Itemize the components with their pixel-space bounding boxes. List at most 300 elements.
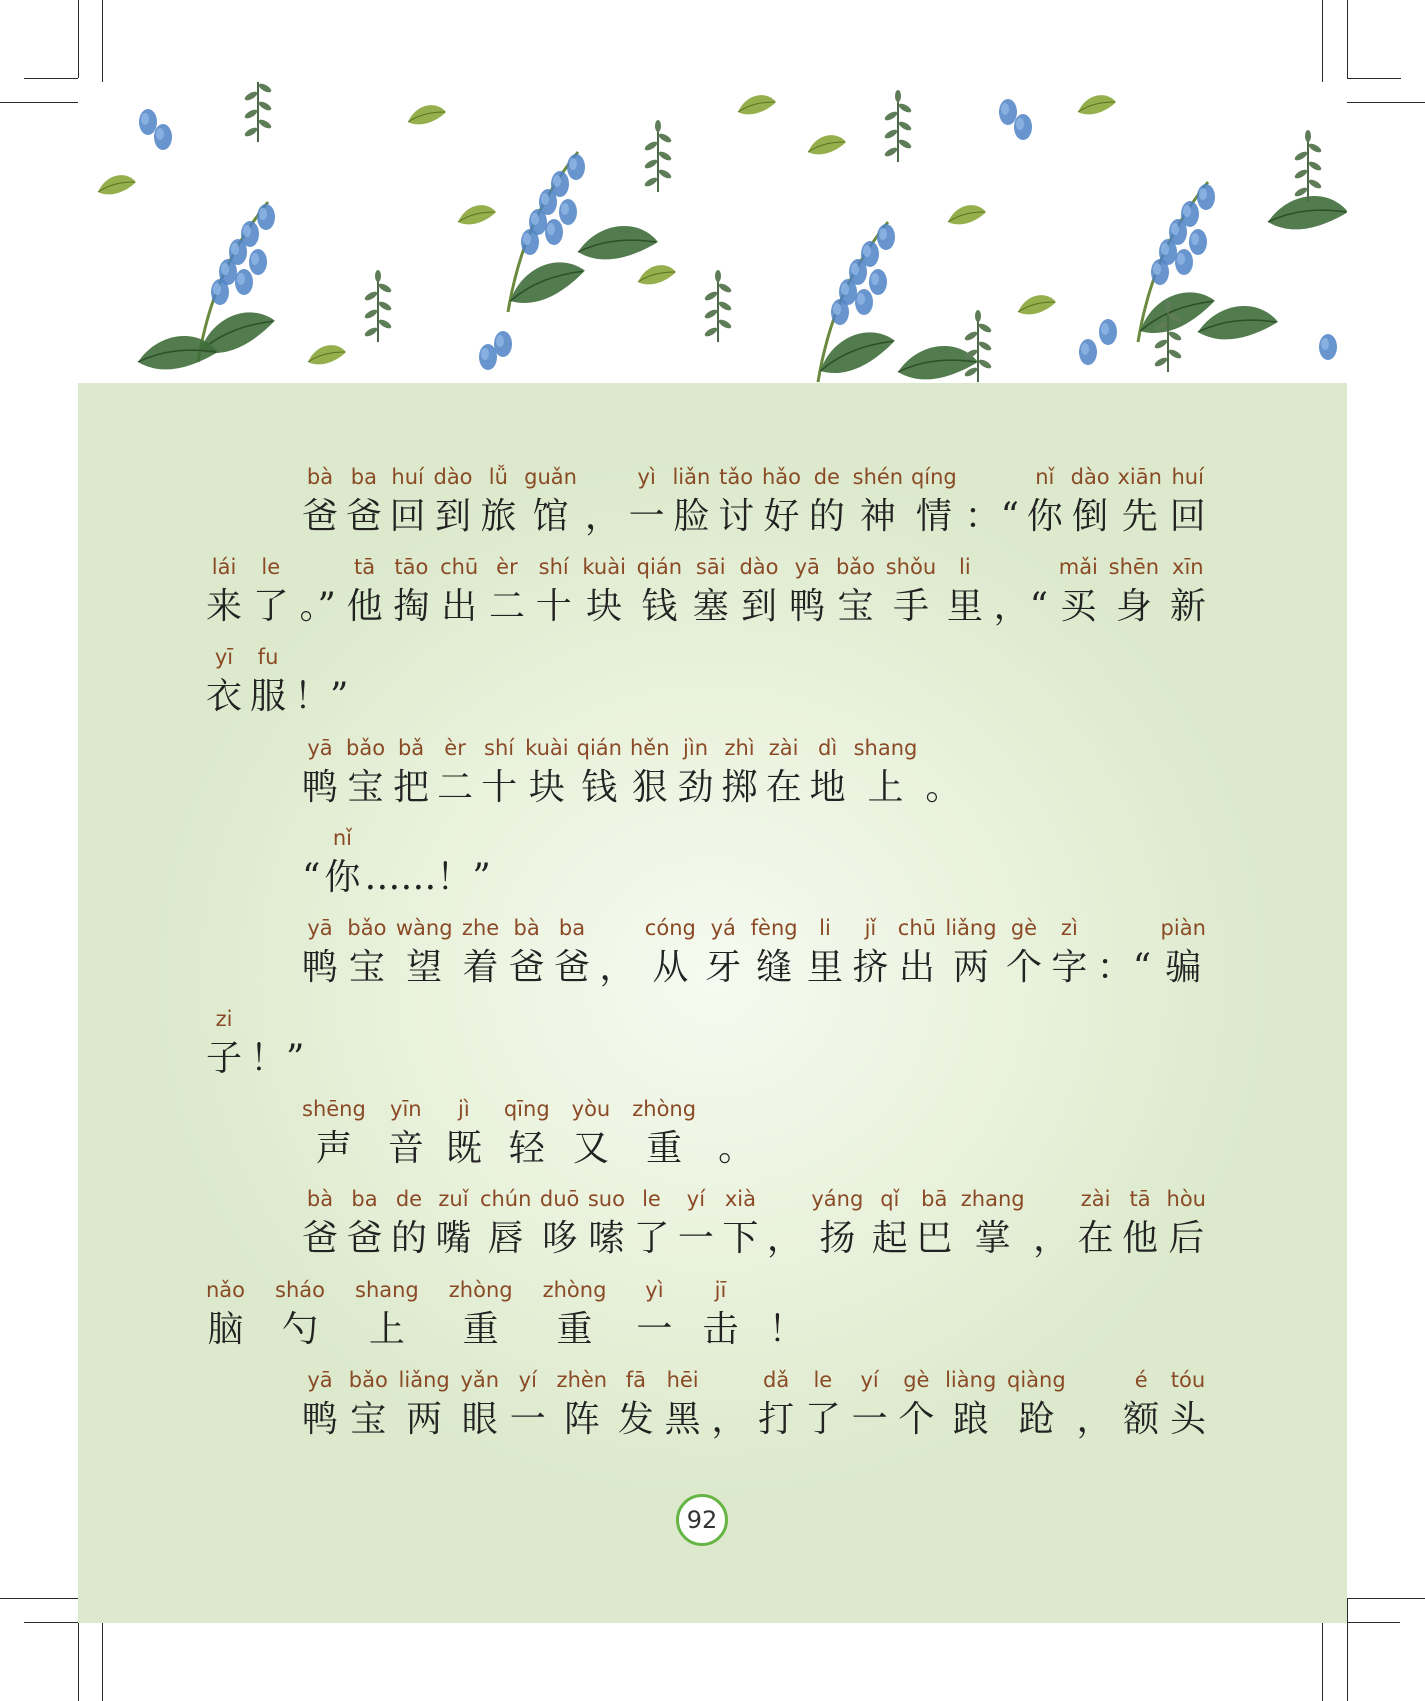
ruby-char [1167, 1184, 1206, 1264]
hanzi: 旅 [480, 496, 517, 537]
pinyin: shang [853, 736, 918, 760]
pinyin: dào [1070, 465, 1110, 489]
pinyin: ba [351, 1187, 378, 1211]
pinyin: nǐ [1035, 465, 1055, 489]
pinyin: sháo [275, 1278, 325, 1302]
hanzi: 了 [633, 1218, 670, 1259]
pinyin: ba [558, 916, 586, 940]
hanzi: 了 [804, 1399, 841, 1440]
pinyin: jī [714, 1278, 727, 1302]
ruby-char [302, 462, 338, 542]
text-line [206, 552, 1206, 632]
punctuation [711, 1365, 747, 1445]
hanzi: 新 [1169, 586, 1206, 627]
hanzi: 子 [206, 1038, 243, 1079]
pinyin: de [813, 465, 840, 489]
punctuation [1076, 1365, 1112, 1445]
hanzi: 你 [1026, 496, 1063, 537]
ruby-char [811, 1184, 863, 1264]
pinyin: yáng [811, 1187, 864, 1211]
ruby-char [524, 462, 577, 542]
hanzi: 既 [445, 1128, 482, 1169]
hanzi: 回 [389, 496, 426, 537]
ruby-char [206, 1275, 245, 1355]
ruby-char [302, 1094, 366, 1174]
ruby-char [645, 913, 696, 993]
ruby-char [898, 913, 936, 993]
hanzi: 里 [806, 947, 843, 988]
ruby-char [302, 1365, 338, 1445]
ruby-char [504, 1094, 550, 1174]
pinyin: nǐ [332, 826, 352, 850]
hanzi: 塞 [692, 586, 729, 627]
ruby-char [462, 913, 499, 993]
pinyin: gè [1010, 916, 1038, 940]
pinyin: tā [1129, 1187, 1151, 1211]
ruby-char [886, 552, 936, 632]
punctuation [767, 1184, 803, 1264]
hanzi: 跄 [1018, 1399, 1055, 1440]
ruby-char [718, 462, 754, 542]
pinyin: gè [903, 1368, 930, 1392]
pinyin: piàn [1160, 916, 1206, 940]
ruby-char [705, 913, 741, 993]
hanzi: 块 [586, 586, 623, 627]
hanzi: 爸 [508, 947, 545, 988]
hanzi: 从 [652, 947, 689, 988]
pinyin: tāo [394, 555, 429, 579]
hanzi: 宝 [350, 1399, 387, 1440]
ruby-char [911, 462, 957, 542]
ruby-char [302, 1184, 338, 1264]
hanzi: 爸 [302, 1218, 339, 1259]
ruby-char [1071, 462, 1110, 542]
punctuation [994, 552, 1048, 632]
hanzi: 牙 [705, 947, 742, 988]
hanzi: 一 [628, 496, 665, 537]
hanzi: 在 [765, 767, 802, 808]
pinyin: cóng [644, 916, 696, 940]
hanzi: 扬 [819, 1218, 856, 1259]
ruby-char [1078, 1184, 1114, 1264]
ruby-char [853, 462, 903, 542]
hanzi: 鸭 [302, 1399, 339, 1440]
hanzi: 手 [892, 586, 929, 627]
hanzi: 你 [324, 857, 361, 898]
pinyin: nǎo [206, 1278, 246, 1302]
ruby-char [636, 1275, 672, 1355]
hanzi: 个 [898, 1399, 935, 1440]
ruby-char [805, 1365, 841, 1445]
pinyin: èr [496, 555, 518, 579]
pinyin: tǎo [719, 465, 754, 489]
pinyin: shēn [1108, 555, 1160, 579]
ruby-char [1006, 913, 1042, 993]
text-line [302, 913, 1206, 993]
punctuation [718, 1094, 754, 1174]
ruby-char [399, 1365, 450, 1445]
pinyin: xià [724, 1187, 756, 1211]
hanzi: 又 [572, 1128, 609, 1169]
ruby-char [739, 552, 778, 632]
hanzi: 馆 [532, 496, 569, 537]
ruby-char [852, 1365, 888, 1445]
hanzi: 上 [867, 767, 904, 808]
text-line [302, 823, 491, 903]
ruby-char [947, 552, 983, 632]
hanzi: 爸 [345, 496, 382, 537]
hanzi: 两 [952, 947, 989, 988]
crop-mark [102, 1622, 103, 1701]
ruby-char [525, 733, 569, 813]
crop-mark [1347, 0, 1348, 78]
pinyin: yòu [571, 1097, 611, 1121]
ruby-char [693, 552, 729, 632]
text-line [206, 642, 348, 722]
floral-header-illustration [78, 82, 1347, 383]
hanzi: 二 [488, 586, 525, 627]
pinyin: shǒu [885, 555, 937, 579]
hanzi: 里 [946, 586, 983, 627]
hanzi: 眼 [461, 1399, 498, 1440]
pinyin: qíng [910, 465, 957, 489]
hanzi: 把 [393, 767, 430, 808]
hanzi: 两 [406, 1399, 443, 1440]
hanzi: 回 [1169, 496, 1206, 537]
hanzi: 的 [808, 496, 845, 537]
text-line [302, 733, 961, 813]
hanzi: ，“ [993, 586, 1049, 627]
pinyin: guǎn [524, 465, 577, 489]
pinyin: bà [306, 1187, 334, 1211]
pinyin: dì [818, 736, 838, 760]
hanzi: 唇 [487, 1218, 524, 1259]
ruby-char [433, 462, 472, 542]
ruby-char [1170, 1365, 1206, 1445]
hanzi: 掷 [721, 767, 758, 808]
hanzi: 踉 [952, 1399, 989, 1440]
hanzi: 额 [1123, 1399, 1160, 1440]
punctuation [768, 1275, 804, 1355]
hanzi: 地 [809, 767, 846, 808]
pinyin: tā [354, 555, 376, 579]
pinyin: yá [710, 916, 736, 940]
hanzi: 来 [206, 586, 243, 627]
ruby-char [1051, 913, 1087, 993]
ruby-char [554, 913, 590, 993]
hanzi: 一 [636, 1309, 673, 1350]
hanzi: 缝 [756, 947, 793, 988]
crop-mark [1347, 78, 1401, 79]
pinyin: zhòng [542, 1278, 607, 1302]
pinyin: chū [897, 916, 936, 940]
pinyin: ba [350, 465, 377, 489]
pinyin: bǎo [348, 1368, 388, 1392]
pinyin: zhòng [632, 1097, 697, 1121]
hanzi: 鸭 [302, 947, 339, 988]
ruby-char [540, 1184, 580, 1264]
hanzi: 重 [556, 1309, 593, 1350]
ruby-char [1170, 462, 1206, 542]
ruby-char [1122, 1184, 1158, 1264]
crop-mark [1347, 1598, 1348, 1701]
hanzi: ， [584, 496, 621, 537]
punctuation [302, 823, 320, 903]
ruby-char [206, 642, 242, 722]
pinyin: zhèn [556, 1368, 608, 1392]
ruby-char [1123, 1365, 1159, 1445]
ruby-char [253, 552, 289, 632]
hanzi: 脸 [673, 496, 710, 537]
ruby-char [1109, 552, 1159, 632]
hanzi: ……！” [364, 857, 491, 898]
hanzi: 二 [437, 767, 474, 808]
pinyin: yí [860, 1368, 879, 1392]
pinyin: le [261, 555, 281, 579]
pinyin: wàng [395, 916, 453, 940]
hanzi: 先 [1121, 496, 1158, 537]
ruby-char [632, 1094, 696, 1174]
ruby-char [489, 552, 525, 632]
hanzi: 狠 [631, 767, 668, 808]
hanzi: 块 [528, 767, 565, 808]
pinyin: shí [484, 736, 515, 760]
ruby-char [836, 552, 875, 632]
hanzi: 声 [315, 1128, 352, 1169]
hanzi: ：“ [1096, 947, 1152, 988]
hanzi: 爸 [553, 947, 590, 988]
pinyin: qiàng [1007, 1368, 1066, 1392]
ruby-char [618, 1365, 654, 1445]
pinyin: yā [307, 1368, 333, 1392]
ruby-char [206, 1004, 242, 1084]
hanzi: 。” [299, 586, 336, 627]
hanzi: 到 [740, 586, 777, 627]
pinyin: jǐ [864, 916, 877, 940]
ruby-char [807, 913, 843, 993]
pinyin: yǎn [460, 1368, 500, 1392]
hanzi: 发 [617, 1399, 654, 1440]
pinyin: bà [306, 465, 334, 489]
pinyin: li [959, 555, 971, 579]
hanzi: 的 [390, 1218, 427, 1259]
hanzi: 轻 [508, 1128, 545, 1169]
hanzi: 望 [406, 947, 443, 988]
pinyin: liǎng [398, 1368, 450, 1392]
pinyin: èr [444, 736, 466, 760]
ruby-char [722, 733, 758, 813]
hanzi: 在 [1077, 1218, 1114, 1259]
ruby-char [481, 733, 517, 813]
crop-mark [1322, 1622, 1323, 1701]
hanzi: 上 [368, 1309, 405, 1350]
pinyin: shēng [302, 1097, 366, 1121]
ruby-char [391, 1184, 427, 1264]
hanzi: 宝 [347, 767, 384, 808]
hanzi: 十 [481, 767, 518, 808]
ruby-char [536, 552, 572, 632]
pinyin: suo [587, 1187, 625, 1211]
hanzi: 劲 [677, 767, 714, 808]
pinyin: liàng [945, 1368, 997, 1392]
pinyin: qián [636, 555, 683, 579]
pinyin: dào [739, 555, 779, 579]
hanzi: 。 [718, 1128, 755, 1169]
hanzi: ， [599, 947, 636, 988]
ruby-char [572, 1094, 611, 1174]
hanzi: 巴 [916, 1218, 953, 1259]
ruby-char [324, 823, 360, 903]
hanzi: 哆 [541, 1218, 578, 1259]
hanzi: 钱 [641, 586, 678, 627]
hanzi: 好 [763, 496, 800, 537]
hanzi: 爸 [302, 496, 339, 537]
hanzi: 钱 [581, 767, 618, 808]
ruby-char [766, 733, 802, 813]
ruby-char [1170, 552, 1206, 632]
pinyin: dào [433, 465, 473, 489]
pinyin: lǚ [488, 465, 508, 489]
pinyin: zài [1080, 1187, 1111, 1211]
page-number: 92 [676, 1494, 728, 1546]
hanzi: ！” [294, 676, 349, 717]
punctuation [299, 552, 335, 632]
hanzi: 到 [435, 496, 472, 537]
ruby-char [435, 1184, 471, 1264]
ruby-char [206, 552, 242, 632]
ruby-char [440, 552, 478, 632]
hanzi: “ [302, 857, 321, 898]
ruby-char [762, 462, 801, 542]
ruby-char [872, 1184, 908, 1264]
hanzi: 出 [898, 947, 935, 988]
hanzi: 他 [346, 586, 383, 627]
ruby-char [852, 913, 888, 993]
pinyin: shang [355, 1278, 419, 1302]
punctuation [294, 642, 348, 722]
hanzi: 字 [1051, 947, 1088, 988]
pinyin: kuài [525, 736, 569, 760]
hanzi: 嘴 [435, 1218, 472, 1259]
pinyin: zì [1060, 916, 1078, 940]
ruby-char [250, 642, 286, 722]
ruby-char [672, 462, 710, 542]
crop-mark [24, 78, 78, 79]
ruby-char [630, 733, 670, 813]
hanzi: 出 [441, 586, 478, 627]
punctuation [1033, 1184, 1069, 1264]
hanzi: 起 [871, 1218, 908, 1259]
hanzi: 一 [509, 1399, 546, 1440]
ruby-char [347, 913, 386, 993]
hanzi: 阵 [563, 1399, 600, 1440]
ruby-char [945, 1365, 996, 1445]
punctuation [250, 1004, 304, 1084]
pinyin: duō [539, 1187, 580, 1211]
hanzi: 重 [646, 1128, 683, 1169]
ruby-char [1161, 913, 1206, 993]
ruby-char [302, 913, 338, 993]
ruby-char [557, 1365, 608, 1445]
ruby-char [390, 462, 426, 542]
text-line [302, 1365, 1206, 1445]
hanzi: 一 [677, 1218, 714, 1259]
ruby-char [898, 1365, 934, 1445]
pinyin: bà [513, 916, 540, 940]
hanzi: 音 [387, 1128, 424, 1169]
hanzi: 身 [1115, 586, 1152, 627]
ruby-char [480, 1184, 531, 1264]
ruby-char [437, 733, 473, 813]
hanzi: 脑 [207, 1309, 244, 1350]
ruby-char [349, 1365, 388, 1445]
hanzi: 黑 [664, 1399, 701, 1440]
ruby-char [446, 1094, 482, 1174]
ruby-char [346, 733, 385, 813]
pinyin: bā [921, 1187, 948, 1211]
ruby-char [916, 1184, 952, 1264]
pinyin: yì [637, 465, 656, 489]
hanzi: 十 [535, 586, 572, 627]
hanzi: 个 [1005, 947, 1042, 988]
ruby-char [665, 1365, 701, 1445]
punctuation [585, 462, 621, 542]
pinyin: dǎ [763, 1368, 790, 1392]
pinyin: huí [391, 465, 424, 489]
pinyin: zhang [960, 1187, 1025, 1211]
text-line [302, 1094, 754, 1174]
hanzi: ！” [250, 1038, 305, 1079]
ruby-char [789, 552, 825, 632]
hanzi: 宝 [348, 947, 385, 988]
ruby-char [678, 733, 714, 813]
pinyin: chún [479, 1187, 532, 1211]
pinyin: hòu [1166, 1187, 1206, 1211]
crop-mark [1347, 1598, 1425, 1599]
pinyin: qián [576, 736, 622, 760]
hanzi: 神 [859, 496, 896, 537]
hanzi: ！ [768, 1309, 805, 1350]
text-line [206, 1004, 304, 1084]
pinyin: de [395, 1187, 423, 1211]
hanzi: 了 [252, 586, 289, 627]
ruby-char [809, 462, 845, 542]
hanzi: 掏 [393, 586, 430, 627]
pinyin: yā [794, 555, 820, 579]
hanzi: 骗 [1165, 947, 1202, 988]
pinyin: hěn [629, 736, 670, 760]
ruby-char [346, 1184, 382, 1264]
pinyin: fā [625, 1368, 646, 1392]
pinyin: yīn [390, 1097, 422, 1121]
ruby-char [1117, 462, 1161, 542]
pinyin: hēi [666, 1368, 699, 1392]
hanzi: 服 [250, 676, 287, 717]
pinyin: li [819, 916, 831, 940]
ruby-char [1007, 1365, 1066, 1445]
hanzi: 重 [462, 1309, 499, 1350]
punctuation [1097, 913, 1151, 993]
pinyin: bǎo [347, 916, 387, 940]
pinyin: jì [458, 1097, 470, 1121]
ruby-char [393, 552, 429, 632]
pinyin: liǎng [945, 916, 997, 940]
hanzi: 鸭 [302, 767, 339, 808]
hanzi: ， [1076, 1399, 1113, 1440]
ruby-char [355, 1275, 419, 1355]
punctuation [364, 823, 490, 903]
pinyin: xiān [1117, 465, 1162, 489]
